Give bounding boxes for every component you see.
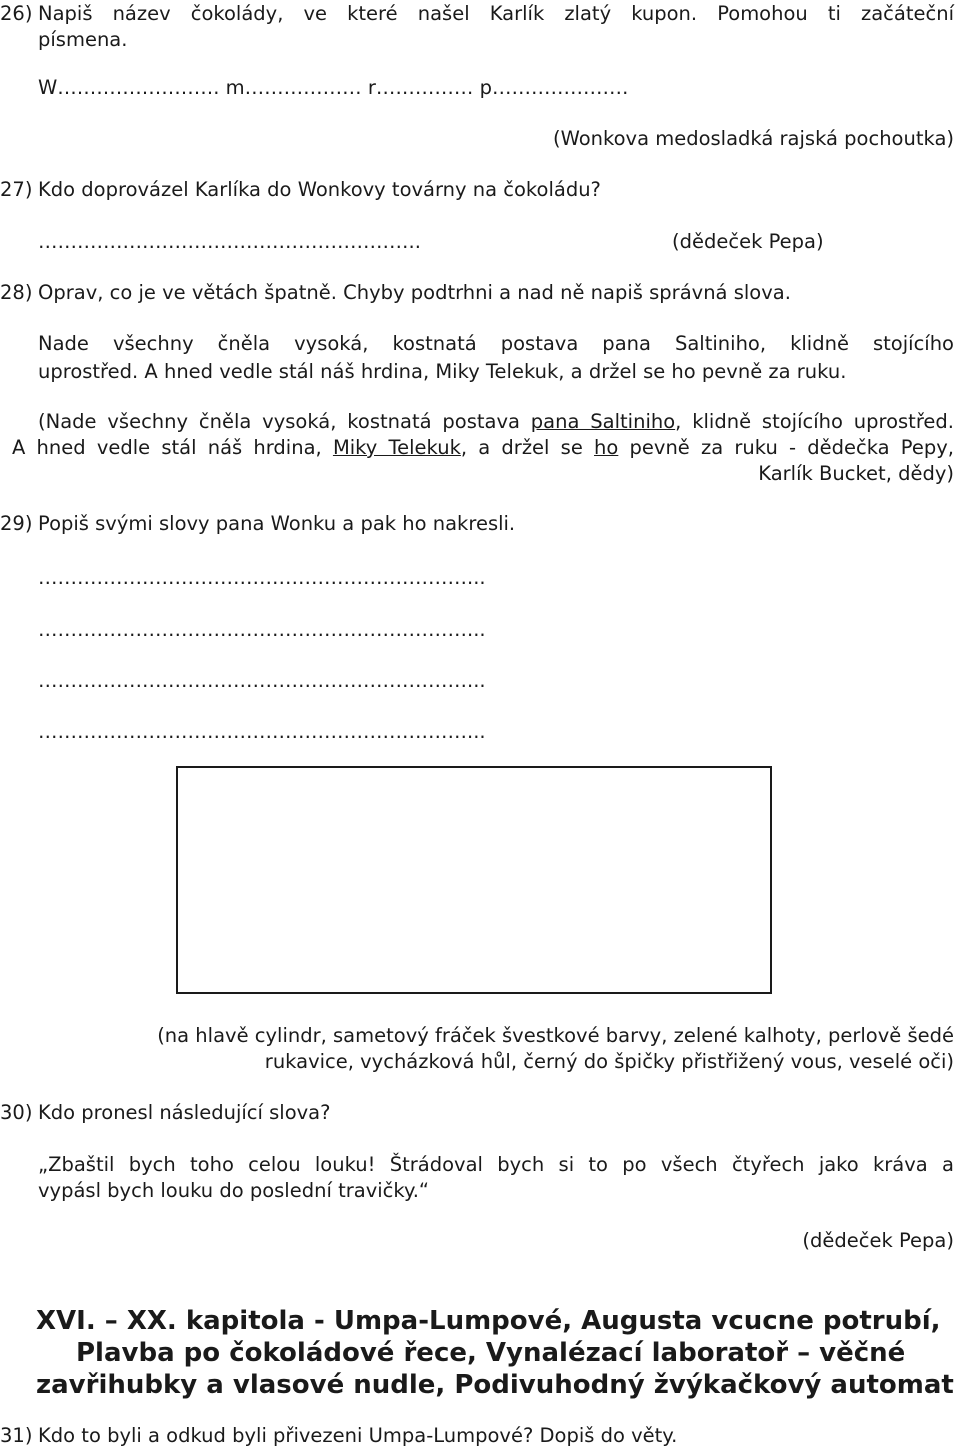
answer-text: , klidně stojícího uprostřed. xyxy=(675,410,954,433)
answer-blank-line: …………………………………………………………... xyxy=(38,566,486,589)
question-number: 26) xyxy=(0,2,33,25)
answer-text: A hned vedle stál náš hrdina, xyxy=(12,436,333,459)
question-text-cont: písmena. xyxy=(38,28,128,51)
exercise-sentence-cont: uprostřed. A hned vedle stál náš hrdina, Miky Telekuk, a držel se ho pevně za ruku. xyxy=(38,360,847,383)
chapter-heading-line-2: Plavba po čokoládové řece, Vynalézací laboratoř – věčné xyxy=(76,1338,906,1368)
question-number: 29) xyxy=(0,512,33,535)
answer-text: , a držel se xyxy=(460,436,595,459)
answer-line-2 xyxy=(12,436,954,459)
quote-text-cont: vypásl bych louku do poslední travičky.“ xyxy=(38,1179,430,1202)
answer-line-1 xyxy=(38,410,954,433)
answer-text: (dědeček Pepa) xyxy=(672,230,824,253)
question-text: Popiš svými slovy pana Wonku a pak ho nakresli. xyxy=(38,512,516,535)
answer-blank-line: …………………………………………………………... xyxy=(38,720,486,743)
drawing-box[interactable] xyxy=(176,766,772,994)
question-text: Kdo to byli a odkud byli přivezeni Umpa-Lumpové? Dopiš do věty. xyxy=(38,1424,678,1447)
question-text: Kdo pronesl následující slova? xyxy=(38,1101,331,1124)
answer-text: pevně za ruku - dědečka Pepy, xyxy=(618,436,954,459)
initial-letters-hint: W……………………. m……………… r…………… p………………… xyxy=(38,76,629,99)
answer-text: (Wonkova medosladká rajská pochoutka) xyxy=(552,127,954,150)
quote-text: „Zbaštil bych toho celou louku! Štrádoval bych si to po všech čtyřech jako kráva a xyxy=(38,1153,954,1176)
answer-blank-line: ………………………………………………….. xyxy=(38,230,421,253)
question-text: Oprav, co je ve větách špatně. Chyby podtrhni a nad ně napiš správná slova. xyxy=(38,281,791,304)
underlined-error: pana Saltiniho xyxy=(530,410,676,433)
answer-blank-line: …………………………………………………………... xyxy=(38,669,486,692)
question-number: 30) xyxy=(0,1101,33,1124)
answer-blank-line: …………………………………………………………... xyxy=(38,618,486,641)
question-number: 27) xyxy=(0,178,33,201)
underlined-error: ho xyxy=(594,436,619,459)
question-number: 31) xyxy=(0,1424,33,1447)
answer-text-cont: rukavice, vycházková hůl, černý do špičky přistřižený vous, veselé oči) xyxy=(264,1050,954,1073)
question-number: 28) xyxy=(0,281,33,304)
exercise-sentence: Nade všechny čněla vysoká, kostnatá postava pana Saltiniho, klidně stojícího xyxy=(38,332,954,355)
question-text: Napiš název čokolády, ve které našel Karlík zlatý kupon. Pomohou ti začáteční xyxy=(38,2,954,25)
answer-text: (na hlavě cylindr, sametový fráček švestkové barvy, zelené kalhoty, perlově šedé xyxy=(157,1024,954,1047)
chapter-heading-line-3: zavřihubky a vlasové nudle, Podivuhodný žvýkačkový automat xyxy=(36,1370,954,1400)
answer-text: (Nade všechny čněla vysoká, kostnatá postava xyxy=(38,410,531,433)
question-text: Kdo doprovázel Karlíka do Wonkovy továrny na čokoládu? xyxy=(38,178,601,201)
chapter-heading-line-1: XVI. – XX. kapitola - Umpa-Lumpové, Augusta vcucne potrubí, xyxy=(36,1306,941,1336)
underlined-error: Miky Telekuk xyxy=(332,436,461,459)
answer-text: (dědeček Pepa) xyxy=(802,1229,954,1252)
answer-line-3: Karlík Bucket, dědy) xyxy=(758,462,954,485)
